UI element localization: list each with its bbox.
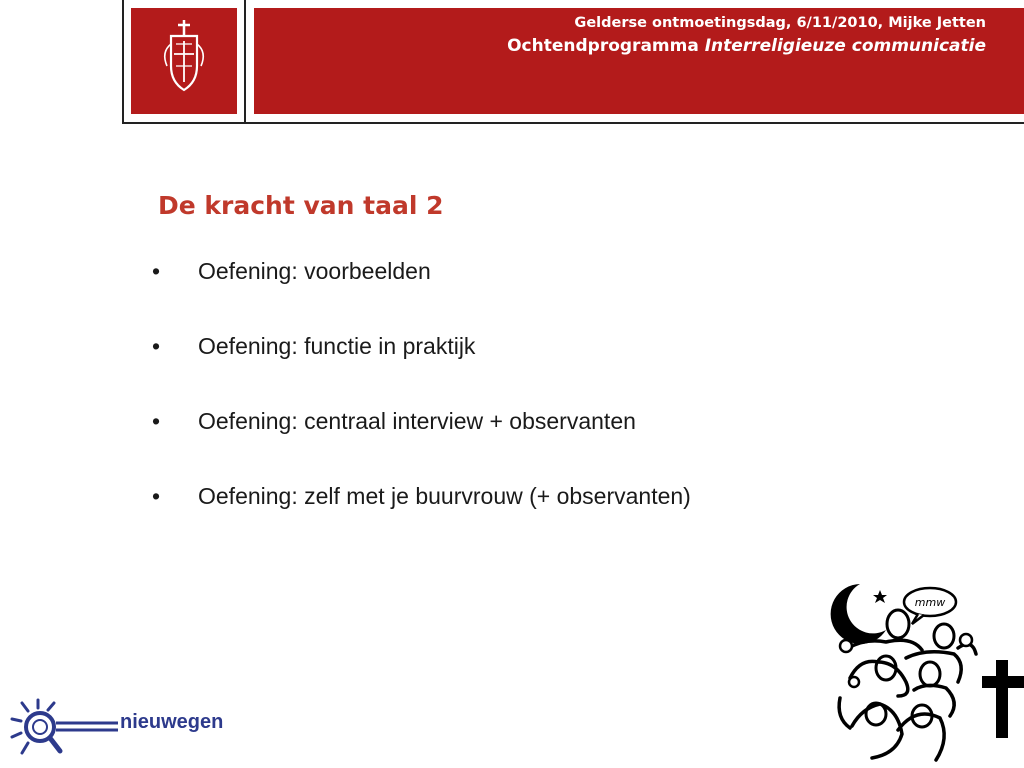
list-item: [152, 408, 691, 483]
speech-text: mmw: [914, 596, 946, 609]
list-item: [152, 258, 691, 333]
header-subtitle: Gelderse ontmoetingsdag, 6/11/2010, Mijke Jetten: [574, 15, 986, 31]
slide-title: De kracht van taal 2: [158, 191, 444, 220]
logo-motto: IN DEI NOMINE FELICITER: [131, 2, 221, 10]
footer-logo-text: nieuwegen: [120, 711, 224, 733]
university-seal-icon: [131, 2, 237, 114]
interfaith-people-icon: [826, 578, 1024, 766]
university-logo: [131, 2, 237, 114]
header-divider: [244, 0, 246, 124]
bullet-glyph: •: [152, 483, 161, 509]
bullet-text: Oefening: centraal interview + observanten: [198, 408, 636, 434]
header-title-prefix: Ochtendprogramma: [507, 36, 705, 56]
bullet-list: [152, 258, 691, 558]
bullet-text: Oefening: zelf met je buurvrouw (+ observanten): [198, 483, 691, 509]
bullet-text: Oefening: functie in praktijk: [198, 333, 476, 359]
bullet-text: Oefening: voorbeelden: [198, 258, 431, 284]
bullet-glyph: •: [152, 258, 161, 284]
bullet-glyph: •: [152, 333, 161, 359]
bullet-glyph: •: [152, 408, 161, 434]
header-title: [507, 36, 986, 56]
header-title-italic: Interreligieuze communicatie: [704, 36, 986, 56]
list-item: [152, 333, 691, 408]
list-item: [152, 483, 691, 558]
